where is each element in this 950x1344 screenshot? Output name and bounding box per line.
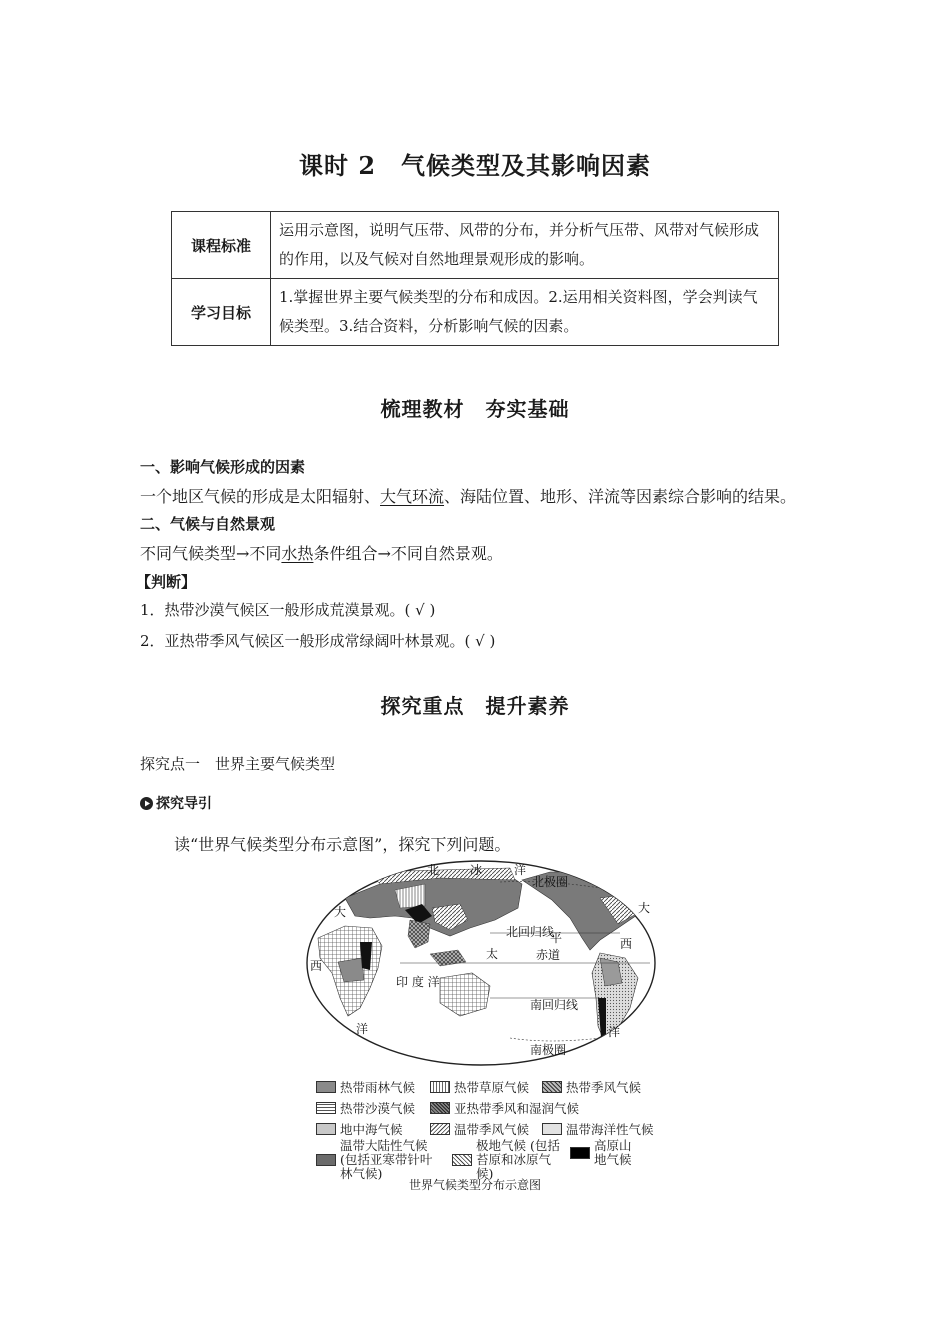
play-circle-icon	[140, 797, 153, 810]
legend-label: 温带季风气候	[454, 1122, 530, 1137]
legend-label: 亚热带季风和湿润气候	[454, 1101, 580, 1116]
paragraph-landscape	[140, 541, 503, 564]
swatch	[430, 1123, 450, 1135]
label-indian-ocean: 印 度 洋	[396, 975, 440, 989]
standards-table	[171, 211, 779, 346]
legend-item	[542, 1078, 641, 1096]
item-text: 亚热带季风气候区一般形成常绿阔叶林景观。( √ )	[164, 632, 496, 650]
table-row	[172, 279, 779, 346]
label-tai: 太	[486, 947, 499, 961]
item-text: 热带沙漠气候区一般形成荒漠景观。( √ )	[164, 601, 436, 619]
legend-label: 极地气候 (包括苔原和冰原气候)	[476, 1138, 560, 1181]
label-tropic-capricorn: 南回归线	[530, 998, 579, 1012]
explore-point: 探究点一 世界主要气候类型	[140, 755, 336, 773]
legend-item	[452, 1139, 564, 1181]
section-title: 探究重点 提升素养	[380, 694, 570, 718]
label-da-left: 大	[334, 905, 347, 919]
swatch	[316, 1102, 336, 1114]
legend-item	[316, 1139, 444, 1181]
legend-label: 热带草原气候	[454, 1080, 530, 1095]
swatch	[316, 1081, 336, 1093]
legend-item	[430, 1099, 579, 1117]
world-climate-map	[300, 858, 662, 1068]
heading-factors: 一、影响气候形成的因素	[140, 458, 306, 476]
label-bing: 冰	[470, 863, 483, 877]
text-span: 、海陆位置、地形、洋流等因素综合影响的结果。	[444, 487, 797, 506]
section-title: 梳理教材 夯实基础	[380, 397, 570, 421]
swatch	[430, 1102, 450, 1114]
label-equator: 赤道	[536, 948, 561, 962]
guide-label: 探究导引	[156, 796, 212, 812]
answer-underline: 大气环流	[380, 487, 445, 506]
page-title: 课时 2 气候类型及其影响因素	[298, 151, 652, 180]
heading-landscape: 二、气候与自然景观	[140, 515, 276, 533]
judge-label: 【判断】	[136, 573, 197, 591]
legend-item	[316, 1120, 403, 1138]
table-value: 1.掌握世界主要气候类型的分布和成因。2.运用相关资料图，学会判读气候类型。3.结合资料，分析影响气候的因素。	[271, 279, 779, 346]
legend-label: 热带雨林气候	[340, 1080, 416, 1095]
label-tropic-cancer: 北回归线	[506, 925, 555, 939]
label-yang-right: 洋	[608, 1025, 621, 1039]
answer-underline: 水热	[281, 544, 314, 563]
label-xi-right: 西	[620, 937, 633, 951]
label-ping: 平	[550, 931, 563, 945]
table-row	[172, 212, 779, 279]
legend-label: 温带大陆性气候(包括亚寒带针叶林气候)	[340, 1138, 433, 1181]
legend-item	[316, 1099, 415, 1117]
legend-label: 热带季风气候	[566, 1080, 642, 1095]
label-north: 北	[427, 863, 440, 877]
judge-item	[140, 630, 495, 651]
label-yang-left: 洋	[356, 1022, 369, 1036]
text-span: 不同气候类型→不同	[140, 544, 282, 563]
guide-heading	[140, 793, 212, 813]
legend-label: 温带海洋性气候	[566, 1122, 654, 1137]
table-key: 课程标准	[172, 212, 271, 279]
text-span: 一个地区气候的形成是太阳辐射、	[140, 487, 381, 506]
swatch	[542, 1123, 562, 1135]
swatch	[316, 1154, 336, 1166]
table-value: 运用示意图，说明气压带、风带的分布，并分析气压带、风带对气候形成的作用，以及气候对自然地理景观形成的影响。	[271, 212, 779, 279]
item-number: 1．	[140, 601, 165, 619]
item-number: 2．	[140, 632, 165, 650]
judge-item	[140, 599, 435, 620]
swatch	[316, 1123, 336, 1135]
figure-caption: 世界气候类型分布示意图	[408, 1178, 541, 1192]
swatch	[570, 1147, 590, 1159]
legend-label: 热带沙漠气候	[340, 1101, 416, 1116]
legend-item	[542, 1120, 654, 1138]
label-arctic-circle: 北极圈	[532, 875, 569, 889]
swatch	[430, 1081, 450, 1093]
swatch	[542, 1081, 562, 1093]
label-yang-top: 洋	[514, 863, 527, 877]
paragraph-factors	[140, 484, 796, 507]
legend-label: 地中海气候	[340, 1122, 403, 1137]
label-xi-left: 西	[310, 959, 323, 973]
legend-item	[316, 1078, 415, 1096]
legend-label: 高原山地气候	[594, 1138, 632, 1167]
legend-item	[430, 1078, 529, 1096]
legend-item	[570, 1139, 634, 1167]
label-antarctic-circle: 南极圈	[530, 1043, 567, 1057]
swatch	[452, 1154, 472, 1166]
table-key: 学习目标	[172, 279, 271, 346]
legend-item	[430, 1120, 529, 1138]
intro-text: 读“世界气候类型分布示意图”，探究下列问题。	[174, 835, 511, 854]
label-da-right: 大	[638, 901, 651, 915]
text-span: 条件组合→不同自然景观。	[313, 544, 503, 563]
